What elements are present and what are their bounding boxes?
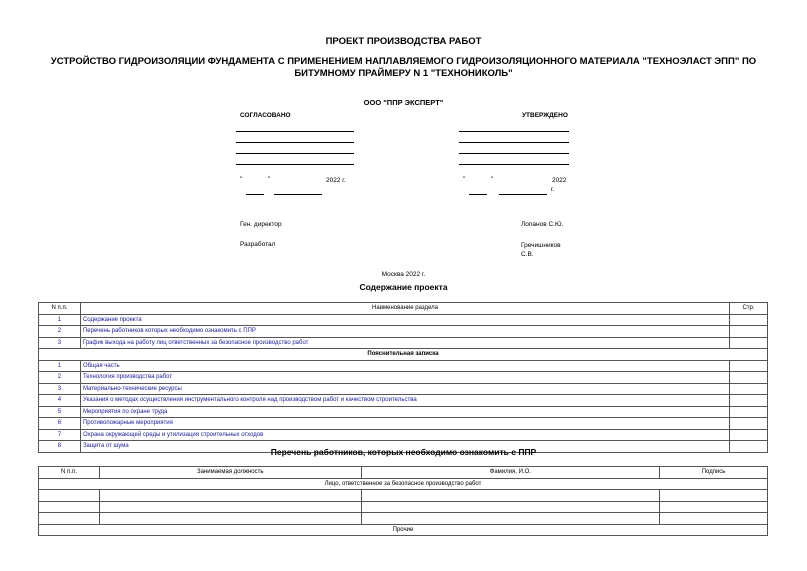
row-num: 2 [39,372,81,384]
workers-heading: Перечень работников, которых необходимо ознакомить с ППР [270,447,537,457]
row-num: 4 [39,395,81,407]
table-header-row [39,467,768,479]
row-page [730,360,768,372]
col-num-header: N п.п. [39,303,81,315]
section-title: Лицо, ответственное за безопасное производство работ [39,478,768,490]
row-link[interactable]: Технология производства работ [80,372,729,384]
table-row[interactable] [39,372,768,384]
gen-director-name: Лопанов С.Ю. [521,221,564,228]
section-row [39,524,768,536]
gen-director-label: Ген. директор [240,221,282,228]
row-link[interactable]: Защита от шума [80,441,729,453]
row-link[interactable]: Перечень работников которых необходимо ознакомить с ППР [80,326,729,338]
row-num: 6 [39,418,81,430]
organization-name: ООО "ППР ЭКСПЕРТ" [363,98,444,107]
table-row[interactable] [39,418,768,430]
row-page [730,372,768,384]
row-num: 3 [39,383,81,395]
table-header-row [39,303,768,315]
table-row[interactable] [39,337,768,349]
table-row[interactable] [39,360,768,372]
row-link[interactable]: Указания о методах осуществления инструментального контроля над производством работ и качеством строительства [80,395,729,407]
section-row [39,478,768,490]
row-link[interactable]: Мероприятия по охране труда [80,406,729,418]
table-row[interactable] [39,383,768,395]
developer-surname: Гречишников [521,242,561,249]
row-link[interactable]: Материально-технические ресурсы [80,383,729,395]
table-row[interactable] [39,395,768,407]
table-row[interactable] [39,429,768,441]
col-position-header: Занимаемая должность [99,467,361,479]
row-page [730,314,768,326]
table-row[interactable] [39,406,768,418]
row-page [730,429,768,441]
table-row[interactable] [39,314,768,326]
table-row[interactable] [39,326,768,338]
row-page [730,406,768,418]
row-num: 2 [39,326,81,338]
contents-heading: Содержание проекта [359,282,448,292]
contents-table [38,302,768,453]
row-link[interactable]: Противопожарные мероприятия [80,418,729,430]
row-link[interactable]: Охрана окружающей среды и утилизация строительных отходов [80,429,729,441]
table-row [39,501,768,513]
document-title: УСТРОЙСТВО ГИДРОИЗОЛЯЦИИ ФУНДАМЕНТА С ПРИМЕНЕНИЕМ НАПЛАВЛЯЕМОГО ГИДРОИЗОЛЯЦИОННОГО МАТЕРИАЛА "ТЕХНОЭЛАСТ ЭПП" ПО БИТУМНОМУ ПРАЙМЕРУ N 1 "ТЕХНОНИКОЛЬ" [50,56,757,79]
row-num: 8 [39,441,81,453]
approved-label: УТВЕРЖДЕНО [522,112,568,119]
developer-initials: С.В. [521,251,534,258]
col-num-header: N п.п. [39,467,100,479]
row-link[interactable]: Содержание проекта [80,314,729,326]
row-num: 5 [39,406,81,418]
row-page [730,383,768,395]
city-year: Москва 2022 г. [381,271,426,278]
section-title: Пояснительная записка [39,349,768,361]
col-sign-header: Подпись [660,467,768,479]
row-num: 7 [39,429,81,441]
agreed-label: СОГЛАСОВАНО [240,112,291,119]
row-link[interactable]: Общая часть [80,360,729,372]
col-name-header: Наименование раздела [80,303,729,315]
row-page [730,326,768,338]
section-title: Прочие [39,524,768,536]
developer-name [521,241,561,259]
row-num: 1 [39,360,81,372]
section-row [39,349,768,361]
row-page [730,337,768,349]
project-label: ПРОЕКТ ПРОИЗВОДСТВА РАБОТ [325,36,482,47]
row-page [730,395,768,407]
table-row [39,513,768,525]
row-page [730,418,768,430]
developer-label: Разработал [240,241,276,248]
workers-table [38,466,768,536]
row-num: 3 [39,337,81,349]
row-link[interactable]: График выхода на работу лиц ответственных за безопасное производство работ [80,337,729,349]
col-page-header: Стр. [730,303,768,315]
col-name-header: Фамилия, И.О. [361,467,660,479]
table-row [39,490,768,502]
row-num: 1 [39,314,81,326]
